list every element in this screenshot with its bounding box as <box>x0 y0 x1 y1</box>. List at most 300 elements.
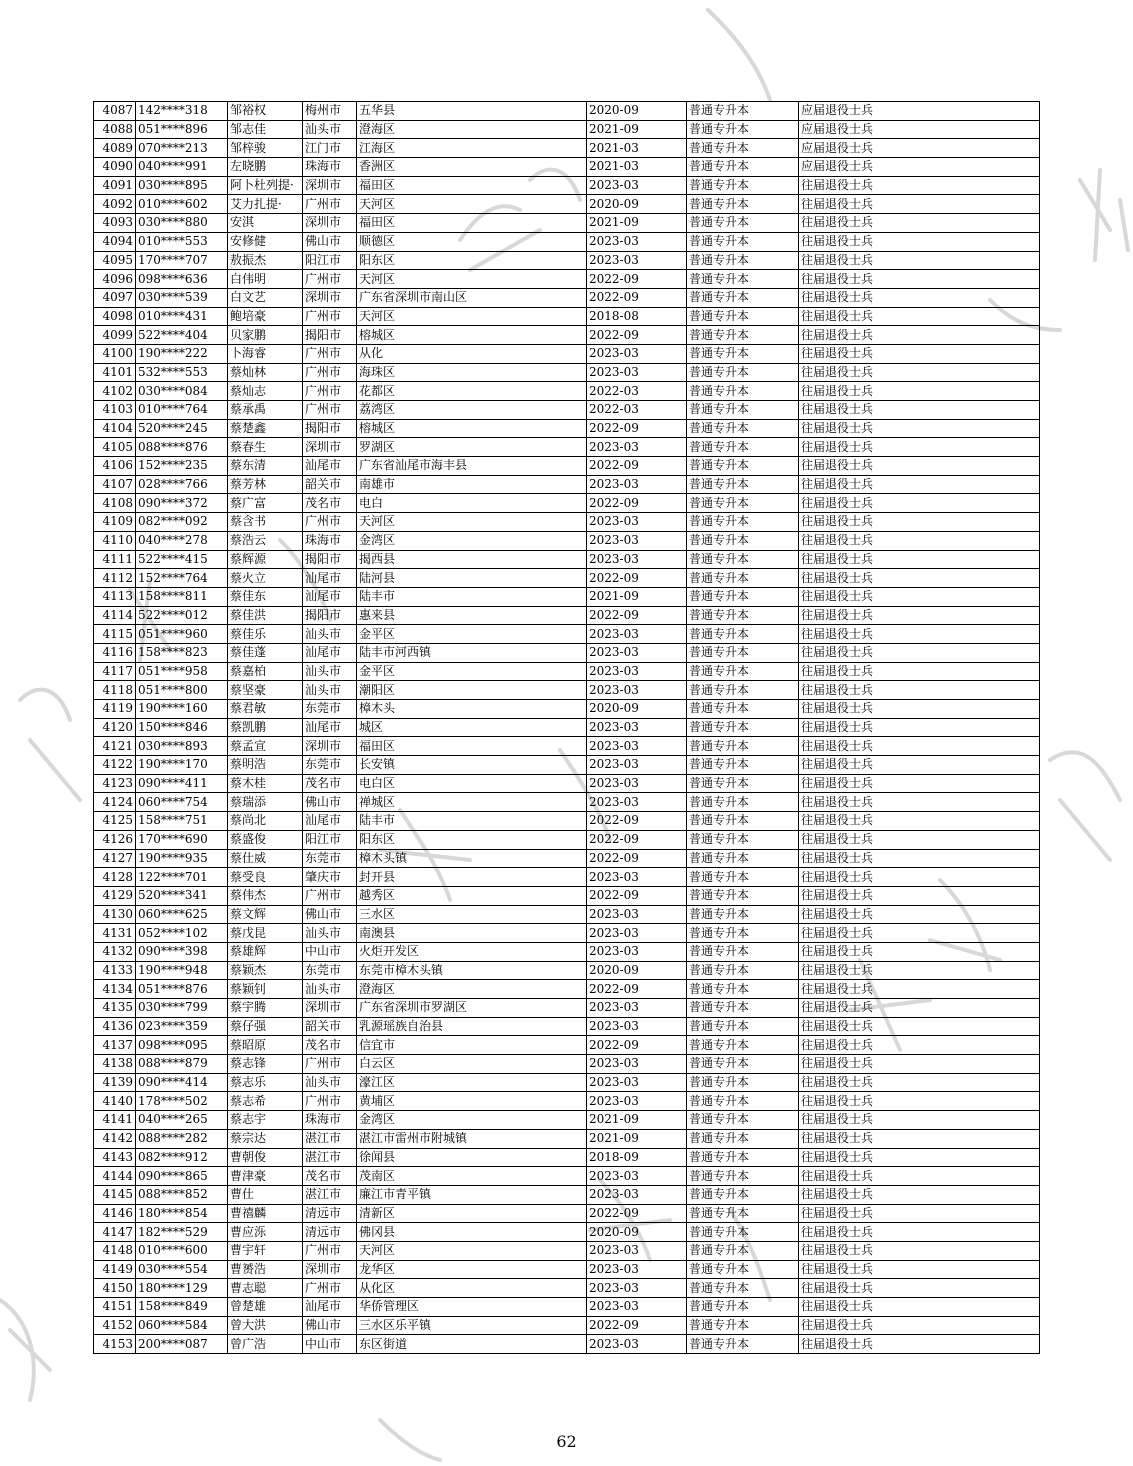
exam-type: 普通专升本 <box>687 1223 799 1242</box>
enlistment-date: 2023-03 <box>587 643 687 662</box>
student-name: 邹志佳 <box>228 120 303 139</box>
student-name: 曹禧麟 <box>228 1204 303 1223</box>
student-name: 白伟明 <box>228 270 303 289</box>
table-row <box>94 1279 1040 1298</box>
city: 阳江市 <box>303 830 357 849</box>
applicant-category: 往届退役士兵 <box>799 569 1040 588</box>
exam-type: 普通专升本 <box>687 1017 799 1036</box>
enlistment-date: 2023-03 <box>587 344 687 363</box>
table-row <box>94 942 1040 961</box>
id-number: 090****865 <box>136 1167 228 1186</box>
exam-type: 普通专升本 <box>687 830 799 849</box>
enlistment-date: 2020-09 <box>587 700 687 719</box>
applicant-category: 往届退役士兵 <box>799 382 1040 401</box>
city: 汕尾市 <box>303 569 357 588</box>
district: 揭西县 <box>357 550 587 569</box>
city: 江门市 <box>303 139 357 158</box>
exam-type: 普通专升本 <box>687 1260 799 1279</box>
enlistment-date: 2022-09 <box>587 270 687 289</box>
enlistment-date: 2023-03 <box>587 1167 687 1186</box>
applicant-category: 往届退役士兵 <box>799 1167 1040 1186</box>
row-number: 4114 <box>94 606 136 625</box>
table-row <box>94 868 1040 887</box>
enlistment-date: 2023-03 <box>587 1279 687 1298</box>
city: 汕头市 <box>303 625 357 644</box>
exam-type: 普通专升本 <box>687 868 799 887</box>
id-number: 030****799 <box>136 999 228 1018</box>
table-row <box>94 737 1040 756</box>
student-name: 安淇 <box>228 214 303 233</box>
student-name: 蔡伟杰 <box>228 886 303 905</box>
district: 陆丰市 <box>357 587 587 606</box>
applicant-category: 往届退役士兵 <box>799 1092 1040 1111</box>
row-number: 4120 <box>94 718 136 737</box>
city: 汕尾市 <box>303 643 357 662</box>
city: 广州市 <box>303 1055 357 1074</box>
city: 佛山市 <box>303 1316 357 1335</box>
exam-type: 普通专升本 <box>687 288 799 307</box>
city: 广州市 <box>303 344 357 363</box>
student-name: 曾大洪 <box>228 1316 303 1335</box>
row-number: 4102 <box>94 382 136 401</box>
student-name: 蔡浩云 <box>228 531 303 550</box>
district: 东莞市樟木头镇 <box>357 961 587 980</box>
row-number: 4135 <box>94 999 136 1018</box>
student-name: 蔡凯鹏 <box>228 718 303 737</box>
row-number: 4111 <box>94 550 136 569</box>
city: 揭阳市 <box>303 606 357 625</box>
student-name: 蔡志希 <box>228 1092 303 1111</box>
district: 樟木头镇 <box>357 849 587 868</box>
student-name: 蔡春生 <box>228 438 303 457</box>
enlistment-date: 2018-09 <box>587 1148 687 1167</box>
table-row <box>94 307 1040 326</box>
applicant-category: 往届退役士兵 <box>799 1335 1040 1354</box>
city: 揭阳市 <box>303 326 357 345</box>
district: 广东省深圳市罗湖区 <box>357 999 587 1018</box>
district: 从化 <box>357 344 587 363</box>
exam-type: 普通专升本 <box>687 1167 799 1186</box>
exam-type: 普通专升本 <box>687 643 799 662</box>
id-number: 190****160 <box>136 700 228 719</box>
row-number: 4148 <box>94 1241 136 1260</box>
exam-type: 普通专升本 <box>687 344 799 363</box>
applicant-category: 往届退役士兵 <box>799 1148 1040 1167</box>
table-row <box>94 886 1040 905</box>
applicant-category: 往届退役士兵 <box>799 756 1040 775</box>
exam-type: 普通专升本 <box>687 232 799 251</box>
exam-type: 普通专升本 <box>687 176 799 195</box>
row-number: 4149 <box>94 1260 136 1279</box>
city: 东莞市 <box>303 756 357 775</box>
exam-type: 普通专升本 <box>687 326 799 345</box>
student-name: 蔡坚豪 <box>228 681 303 700</box>
id-number: 090****398 <box>136 942 228 961</box>
row-number: 4113 <box>94 587 136 606</box>
student-name: 白文艺 <box>228 288 303 307</box>
row-number: 4130 <box>94 905 136 924</box>
id-number: 088****282 <box>136 1129 228 1148</box>
student-name: 蔡明浩 <box>228 756 303 775</box>
enlistment-date: 2023-03 <box>587 942 687 961</box>
district: 东区街道 <box>357 1335 587 1354</box>
table-row <box>94 1092 1040 1111</box>
id-number: 082****912 <box>136 1148 228 1167</box>
student-name: 蔡东清 <box>228 457 303 476</box>
district: 城区 <box>357 718 587 737</box>
enlistment-date: 2022-09 <box>587 886 687 905</box>
row-number: 4089 <box>94 139 136 158</box>
id-number: 180****129 <box>136 1279 228 1298</box>
applicant-category: 应届退役士兵 <box>799 158 1040 177</box>
city: 广州市 <box>303 513 357 532</box>
row-number: 4096 <box>94 270 136 289</box>
exam-type: 普通专升本 <box>687 942 799 961</box>
enlistment-date: 2022-09 <box>587 326 687 345</box>
enlistment-date: 2020-09 <box>587 961 687 980</box>
row-number: 4105 <box>94 438 136 457</box>
applicant-category: 往届退役士兵 <box>799 793 1040 812</box>
student-name: 蔡广富 <box>228 494 303 513</box>
enlistment-date: 2023-03 <box>587 363 687 382</box>
row-number: 4146 <box>94 1204 136 1223</box>
student-name: 蔡孟宣 <box>228 737 303 756</box>
applicant-category: 往届退役士兵 <box>799 531 1040 550</box>
table-row <box>94 643 1040 662</box>
table-row <box>94 606 1040 625</box>
row-number: 4123 <box>94 774 136 793</box>
exam-type: 普通专升本 <box>687 1092 799 1111</box>
district: 樟木头 <box>357 700 587 719</box>
row-number: 4095 <box>94 251 136 270</box>
city: 茂名市 <box>303 494 357 513</box>
enlistment-date: 2020-09 <box>587 1223 687 1242</box>
table-row <box>94 270 1040 289</box>
exam-type: 普通专升本 <box>687 1241 799 1260</box>
district: 天河区 <box>357 270 587 289</box>
district: 福田区 <box>357 176 587 195</box>
row-number: 4088 <box>94 120 136 139</box>
student-name: 曾广浩 <box>228 1335 303 1354</box>
applicant-category: 往届退役士兵 <box>799 457 1040 476</box>
id-number: 090****372 <box>136 494 228 513</box>
district: 龙华区 <box>357 1260 587 1279</box>
enlistment-date: 2022-09 <box>587 980 687 999</box>
enlistment-date: 2021-09 <box>587 120 687 139</box>
id-number: 158****751 <box>136 812 228 831</box>
exam-type: 普通专升本 <box>687 681 799 700</box>
enlistment-date: 2021-09 <box>587 1111 687 1130</box>
row-number: 4104 <box>94 419 136 438</box>
id-number: 520****245 <box>136 419 228 438</box>
district: 濠江区 <box>357 1073 587 1092</box>
applicant-category: 往届退役士兵 <box>799 1055 1040 1074</box>
id-number: 010****553 <box>136 232 228 251</box>
student-name: 卜海睿 <box>228 344 303 363</box>
exam-type: 普通专升本 <box>687 494 799 513</box>
district: 禅城区 <box>357 793 587 812</box>
applicant-category: 往届退役士兵 <box>799 1316 1040 1335</box>
id-number: 052****102 <box>136 924 228 943</box>
row-number: 4092 <box>94 195 136 214</box>
student-name: 蔡承禹 <box>228 401 303 420</box>
table-row <box>94 232 1040 251</box>
table-row <box>94 1148 1040 1167</box>
table-row <box>94 849 1040 868</box>
table-row <box>94 475 1040 494</box>
enlistment-date: 2023-03 <box>587 1241 687 1260</box>
table-row <box>94 401 1040 420</box>
table-row <box>94 1073 1040 1092</box>
applicant-category: 往届退役士兵 <box>799 868 1040 887</box>
row-number: 4150 <box>94 1279 136 1298</box>
district: 广东省深圳市南山区 <box>357 288 587 307</box>
exam-type: 普通专升本 <box>687 718 799 737</box>
applicant-category: 往届退役士兵 <box>799 344 1040 363</box>
table-row <box>94 830 1040 849</box>
applicant-category: 往届退役士兵 <box>799 176 1040 195</box>
id-number: 122****701 <box>136 868 228 887</box>
enlistment-date: 2023-03 <box>587 531 687 550</box>
student-name: 曹赟浩 <box>228 1260 303 1279</box>
enlistment-date: 2022-09 <box>587 830 687 849</box>
student-name: 蔡志宇 <box>228 1111 303 1130</box>
row-number: 4101 <box>94 363 136 382</box>
city: 广州市 <box>303 195 357 214</box>
city: 深圳市 <box>303 999 357 1018</box>
id-number: 030****554 <box>136 1260 228 1279</box>
city: 珠海市 <box>303 158 357 177</box>
student-name: 蔡志乐 <box>228 1073 303 1092</box>
row-number: 4140 <box>94 1092 136 1111</box>
row-number: 4103 <box>94 401 136 420</box>
city: 汕头市 <box>303 662 357 681</box>
enlistment-date: 2021-09 <box>587 587 687 606</box>
exam-type: 普通专升本 <box>687 139 799 158</box>
id-number: 170****690 <box>136 830 228 849</box>
student-name: 曹仕 <box>228 1185 303 1204</box>
district: 三水区 <box>357 905 587 924</box>
district: 华侨管理区 <box>357 1298 587 1317</box>
table-row <box>94 419 1040 438</box>
district: 电白区 <box>357 774 587 793</box>
applicant-category: 往届退役士兵 <box>799 270 1040 289</box>
enlistment-date: 2023-03 <box>587 1335 687 1354</box>
district: 三水区乐平镇 <box>357 1316 587 1335</box>
district: 香洲区 <box>357 158 587 177</box>
applicant-category: 往届退役士兵 <box>799 1073 1040 1092</box>
student-name: 蔡仕威 <box>228 849 303 868</box>
row-number: 4093 <box>94 214 136 233</box>
student-name: 蔡佳洪 <box>228 606 303 625</box>
district: 徐闻县 <box>357 1148 587 1167</box>
city: 汕尾市 <box>303 457 357 476</box>
city: 湛江市 <box>303 1129 357 1148</box>
applicant-category: 往届退役士兵 <box>799 961 1040 980</box>
district: 金湾区 <box>357 1111 587 1130</box>
district: 湛江市雷州市附城镇 <box>357 1129 587 1148</box>
city: 汕尾市 <box>303 1298 357 1317</box>
table-row <box>94 251 1040 270</box>
student-name: 敖振杰 <box>228 251 303 270</box>
id-number: 030****895 <box>136 176 228 195</box>
city: 佛山市 <box>303 905 357 924</box>
exam-type: 普通专升本 <box>687 401 799 420</box>
id-number: 522****415 <box>136 550 228 569</box>
exam-type: 普通专升本 <box>687 1335 799 1354</box>
student-name: 蔡火立 <box>228 569 303 588</box>
table-row <box>94 1204 1040 1223</box>
exam-type: 普通专升本 <box>687 625 799 644</box>
table-row <box>94 662 1040 681</box>
row-number: 4097 <box>94 288 136 307</box>
id-number: 082****092 <box>136 513 228 532</box>
id-number: 158****823 <box>136 643 228 662</box>
row-number: 4116 <box>94 643 136 662</box>
applicant-category: 往届退役士兵 <box>799 513 1040 532</box>
id-number: 010****600 <box>136 1241 228 1260</box>
city: 肇庆市 <box>303 868 357 887</box>
enlistment-date: 2022-09 <box>587 457 687 476</box>
district: 南雄市 <box>357 475 587 494</box>
row-number: 4138 <box>94 1055 136 1074</box>
enlistment-date: 2018-08 <box>587 307 687 326</box>
row-number: 4109 <box>94 513 136 532</box>
district: 花都区 <box>357 382 587 401</box>
exam-type: 普通专升本 <box>687 737 799 756</box>
id-number: 030****084 <box>136 382 228 401</box>
id-number: 060****584 <box>136 1316 228 1335</box>
id-number: 182****529 <box>136 1223 228 1242</box>
student-name: 蔡颖钊 <box>228 980 303 999</box>
city: 广州市 <box>303 1279 357 1298</box>
table-row <box>94 1036 1040 1055</box>
exam-type: 普通专升本 <box>687 513 799 532</box>
id-number: 030****893 <box>136 737 228 756</box>
table-row <box>94 531 1040 550</box>
exam-type: 普通专升本 <box>687 531 799 550</box>
exam-type: 普通专升本 <box>687 158 799 177</box>
enlistment-date: 2023-03 <box>587 793 687 812</box>
city: 广州市 <box>303 1092 357 1111</box>
city: 广州市 <box>303 401 357 420</box>
city: 汕头市 <box>303 980 357 999</box>
applicant-category: 往届退役士兵 <box>799 475 1040 494</box>
exam-type: 普通专升本 <box>687 1055 799 1074</box>
city: 湛江市 <box>303 1148 357 1167</box>
enlistment-date: 2022-09 <box>587 569 687 588</box>
district: 五华县 <box>357 102 587 121</box>
row-number: 4098 <box>94 307 136 326</box>
enlistment-date: 2023-03 <box>587 905 687 924</box>
enlistment-date: 2023-03 <box>587 625 687 644</box>
table-row <box>94 494 1040 513</box>
enlistment-date: 2023-03 <box>587 1185 687 1204</box>
student-name: 曹宇轩 <box>228 1241 303 1260</box>
city: 湛江市 <box>303 1185 357 1204</box>
district: 金平区 <box>357 662 587 681</box>
table-row <box>94 457 1040 476</box>
enlistment-date: 2023-03 <box>587 924 687 943</box>
row-number: 4099 <box>94 326 136 345</box>
applicant-category: 往届退役士兵 <box>799 924 1040 943</box>
city: 汕头市 <box>303 681 357 700</box>
applicant-category: 往届退役士兵 <box>799 1017 1040 1036</box>
enlistment-date: 2023-03 <box>587 232 687 251</box>
id-number: 051****958 <box>136 662 228 681</box>
applicant-category: 往届退役士兵 <box>799 980 1040 999</box>
student-name: 蔡君敏 <box>228 700 303 719</box>
id-number: 200****087 <box>136 1335 228 1354</box>
student-name: 蔡木桂 <box>228 774 303 793</box>
enlistment-date: 2022-09 <box>587 1204 687 1223</box>
id-number: 030****539 <box>136 288 228 307</box>
row-number: 4143 <box>94 1148 136 1167</box>
city: 深圳市 <box>303 288 357 307</box>
applicant-category: 往届退役士兵 <box>799 1279 1040 1298</box>
student-name: 蔡宇腾 <box>228 999 303 1018</box>
city: 佛山市 <box>303 793 357 812</box>
applicant-category: 往届退役士兵 <box>799 606 1040 625</box>
city: 东莞市 <box>303 700 357 719</box>
enlistment-date: 2022-09 <box>587 606 687 625</box>
exam-type: 普通专升本 <box>687 382 799 401</box>
table-row <box>94 961 1040 980</box>
row-number: 4136 <box>94 1017 136 1036</box>
table-row <box>94 102 1040 121</box>
student-name: 蔡佳东 <box>228 587 303 606</box>
student-name: 蔡灿林 <box>228 363 303 382</box>
id-number: 190****222 <box>136 344 228 363</box>
id-number: 010****602 <box>136 195 228 214</box>
exam-type: 普通专升本 <box>687 1036 799 1055</box>
city: 汕尾市 <box>303 812 357 831</box>
student-name: 艾力扎提· <box>228 195 303 214</box>
city: 深圳市 <box>303 214 357 233</box>
row-number: 4129 <box>94 886 136 905</box>
id-number: 088****852 <box>136 1185 228 1204</box>
district: 天河区 <box>357 1241 587 1260</box>
student-name: 曹志聪 <box>228 1279 303 1298</box>
table-row <box>94 924 1040 943</box>
id-number: 150****846 <box>136 718 228 737</box>
table-row <box>94 1111 1040 1130</box>
id-number: 190****170 <box>136 756 228 775</box>
student-name: 蔡雄辉 <box>228 942 303 961</box>
applicant-category: 往届退役士兵 <box>799 1111 1040 1130</box>
enlistment-date: 2023-03 <box>587 774 687 793</box>
student-name: 蔡芳林 <box>228 475 303 494</box>
applicant-category: 往届退役士兵 <box>799 195 1040 214</box>
exam-type: 普通专升本 <box>687 924 799 943</box>
table-row <box>94 1185 1040 1204</box>
district: 潮阳区 <box>357 681 587 700</box>
enlistment-date: 2020-09 <box>587 195 687 214</box>
table-row <box>94 1316 1040 1335</box>
district: 顺德区 <box>357 232 587 251</box>
district: 乳源瑶族自治县 <box>357 1017 587 1036</box>
exam-type: 普通专升本 <box>687 1279 799 1298</box>
exam-type: 普通专升本 <box>687 980 799 999</box>
table-row <box>94 513 1040 532</box>
district: 长安镇 <box>357 756 587 775</box>
table-row <box>94 700 1040 719</box>
city: 中山市 <box>303 942 357 961</box>
applicant-category: 往届退役士兵 <box>799 288 1040 307</box>
student-name: 蔡志锋 <box>228 1055 303 1074</box>
city: 茂名市 <box>303 1036 357 1055</box>
city: 深圳市 <box>303 737 357 756</box>
